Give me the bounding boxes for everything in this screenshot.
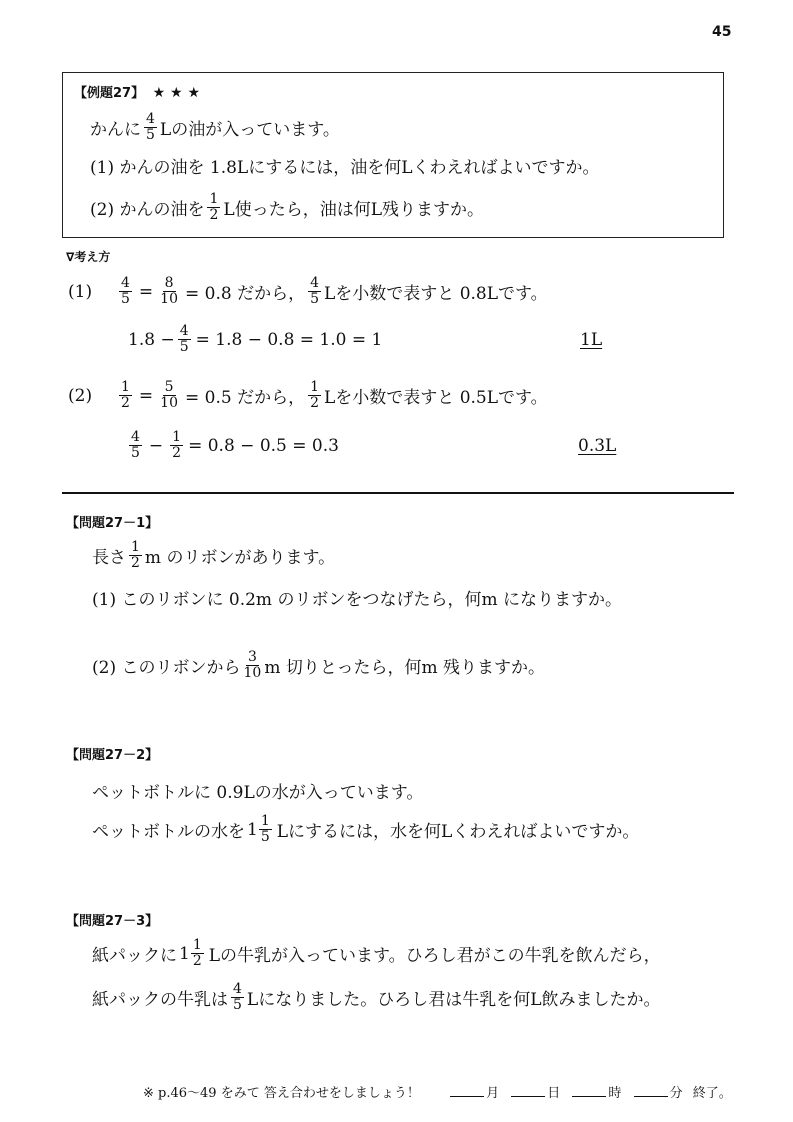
fraction: $\frac{4}{5}$ [121,275,130,307]
fraction: $\frac{4}{5}$ [146,111,155,143]
minute-blank[interactable] [634,1084,668,1097]
fraction: $\frac{1}{2}$ [310,379,320,411]
fraction: $\frac{5}{10}$ [160,379,178,411]
hour-blank[interactable] [572,1084,606,1097]
mixed-number: 1 $\frac{1}{2}$ [179,937,202,969]
fraction: $\frac{4}{5}$ [179,323,189,355]
fraction: $\frac{4}{5}$ [233,981,242,1013]
problem-1-question-1: (1) このリボンに 0.2m のリボンをつなげたら，何m になりますか。 [92,590,622,610]
fraction: $\frac{1}{2}$ [121,379,130,411]
fraction: $\frac{4}{5}$ [131,429,140,461]
example-intro: かんに $\frac{4}{5}$ Lの油が入っています。 [90,111,340,143]
problem-2-line-2: ペットボトルの水を 1 $\frac{1}{5}$ Lにするには，水を何Lくわえればよいですか。 [92,813,640,845]
example-title: 【例題27】 [74,86,145,101]
fraction: $\frac{3}{10}$ [243,649,262,681]
day-blank[interactable] [511,1084,545,1097]
section-divider [62,492,734,494]
solution-1-calculation: 1.8 − $\frac{4}{5}$ = 1.8 − 0.8 = 1.0 = 1 [128,323,383,355]
thinking-label: ∇考え方 [66,250,111,264]
footer-note: ※ p.46〜49 をみて 答え合わせをしましょう！ [143,1086,420,1101]
problem-3-line-2: 紙パックの牛乳は $\frac{4}{5}$ Lになりました。ひろし君は牛乳を何L飲みましたか。 [92,981,661,1013]
fraction: $\frac{4}{5}$ [310,275,320,307]
problem-1-question-2: (2) このリボンから $\frac{3}{10}$ m 切りとったら，何m 残りますか。 [92,649,546,681]
problem-2-header: 【問題27－2】 [66,748,159,763]
solution-2-calculation: $\frac{4}{5}$ − $\frac{1}{2}$ = 0.8 − 0.5 = 0.3 [131,429,339,461]
page-number: 45 [712,24,732,40]
problem-1-intro: 長さ $\frac{1}{2}$ m のリボンがあります。 [92,539,336,571]
mixed-number: 1 $\frac{1}{5}$ [247,813,270,845]
problem-2-line-1: ペットボトルに 0.9Lの水が入っています。 [92,783,424,803]
fraction: $\frac{8}{10}$ [160,275,178,307]
solution-1-answer: 1L [580,330,603,350]
difficulty-stars: ★ ★ ★ [152,85,201,101]
solution-2-line: (2) $\frac{1}{2}$ = $\frac{5}{10}$ = 0.5 だから， $\frac{1}{2}$ Lを小数で表すと 0.5Lです。 [68,379,548,411]
example-question-2: (2) かんの油を $\frac{1}{2}$ L使ったら，油は何L残りますか。 [90,191,484,223]
problem-1-header: 【問題27－1】 [66,516,159,531]
problem-3-line-1: 紙パックに 1 $\frac{1}{2}$ Lの牛乳が入っています。ひろし君がこの牛乳を飲んだら， [92,937,661,969]
fraction: $\frac{1}{2}$ [172,429,182,461]
fraction: $\frac{1}{5}$ [260,813,270,845]
solution-2-answer: 0.3L [578,436,617,456]
fraction: $\frac{1}{2}$ [131,539,140,571]
fraction: $\frac{1}{2}$ [209,191,219,223]
solution-1-line: (1) $\frac{4}{5}$ = $\frac{8}{10}$ = 0.8 だから， $\frac{4}{5}$ Lを小数で表すと 0.8Lです。 [68,275,548,307]
footer: ※ p.46〜49 をみて 答え合わせをしましょう！ 月 日 時 分 終了。 [143,1086,732,1101]
example-header [74,82,200,101]
month-blank[interactable] [450,1084,484,1097]
example-question-1: (1) かんの油を 1.8Lにするには，油を何Lくわえればよいですか。 [90,158,600,178]
fraction: $\frac{1}{2}$ [192,937,202,969]
problem-3-header: 【問題27－3】 [66,914,159,929]
